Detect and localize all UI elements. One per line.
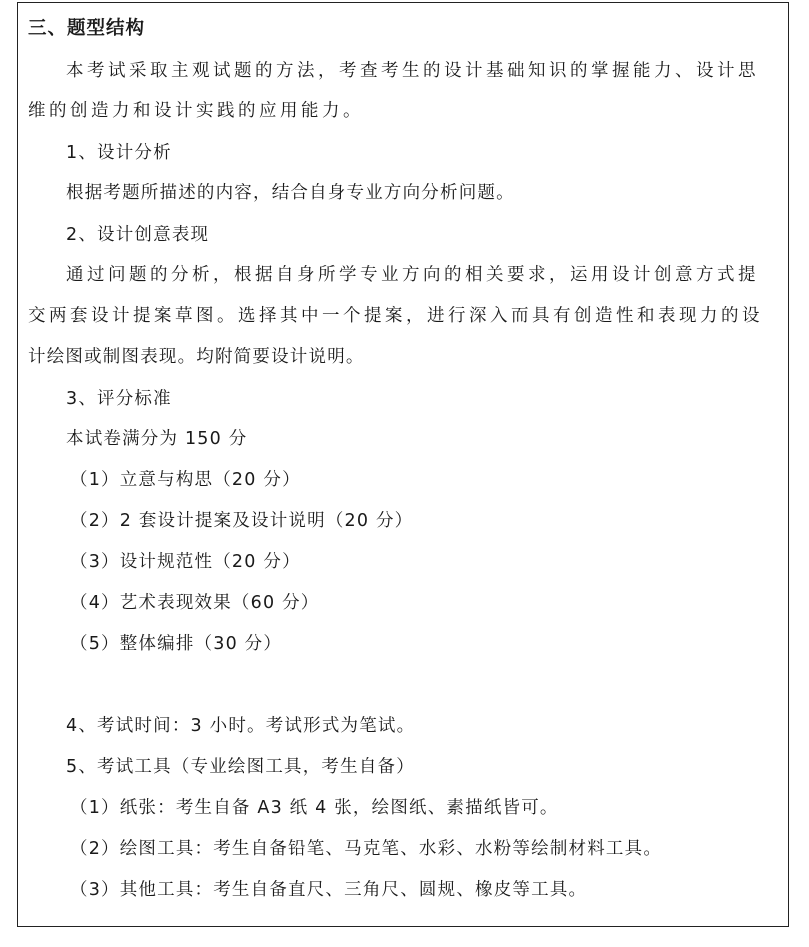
tool-item: （1）纸张：考生自备 A3 纸 4 张，绘图纸、素描纸皆可。 — [70, 798, 559, 818]
criteria-item: （2）2 套设计提案及设计说明（20 分） — [70, 511, 414, 531]
part2-heading: 2、设计创意表现 — [66, 225, 210, 245]
part5-heading: 5、考试工具（专业绘图工具，考生自备） — [66, 757, 415, 777]
criteria-item: （1）立意与构思（20 分） — [70, 470, 301, 490]
part2-body-line-1: 通过问题的分析，根据自身所学专业方向的相关要求，运用设计创意方式提 — [66, 265, 759, 285]
tool-item: （3）其他工具：考生自备直尺、三角尺、圆规、橡皮等工具。 — [70, 880, 588, 900]
intro-line-2: 维的创造力和设计实践的应用能力。 — [28, 101, 364, 121]
part2-body-line-2: 交两套设计提案草图。选择其中一个提案，进行深入而具有创造性和表现力的设 — [28, 306, 763, 326]
score-total: 本试卷满分为 150 分 — [66, 429, 248, 449]
criteria-item: （5）整体编排（30 分） — [70, 634, 283, 654]
criteria-item: （4）艺术表现效果（60 分） — [70, 593, 320, 613]
intro-line-1: 本考试采取主观试题的方法，考查考生的设计基础知识的掌握能力、设计思 — [66, 61, 759, 81]
section-title: 三、题型结构 — [28, 18, 146, 39]
criteria-item: （3）设计规范性（20 分） — [70, 552, 301, 572]
part1-heading: 1、设计分析 — [66, 143, 172, 163]
part2-body-line-3: 计绘图或制图表现。均附简要设计说明。 — [28, 347, 365, 367]
part1-body: 根据考题所描述的内容，结合自身专业方向分析问题。 — [66, 183, 515, 203]
document-frame — [17, 2, 789, 927]
part3-heading: 3、评分标准 — [66, 389, 172, 409]
tool-item: （2）绘图工具：考生自备铅笔、马克笔、水彩、水粉等绘制材料工具。 — [70, 839, 663, 859]
part4-text: 4、考试时间：3 小时。考试形式为笔试。 — [66, 716, 416, 736]
